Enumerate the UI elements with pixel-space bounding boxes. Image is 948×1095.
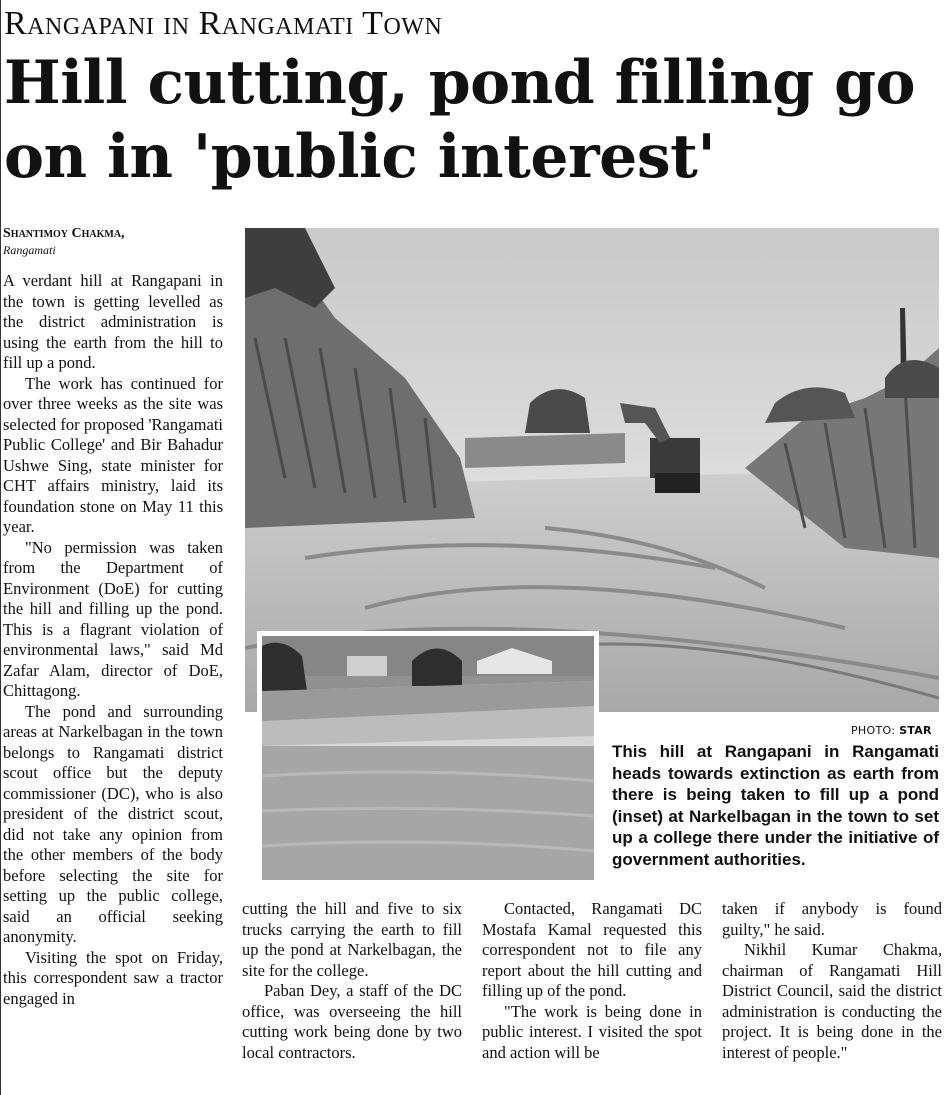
photo-credit-source: STAR [899, 724, 932, 737]
headline: Hill cutting, pond filling go on in 'public interest' [4, 48, 916, 192]
paragraph: Nikhil Kumar Chakma, chairman of Rangamati Hill District Council, said the district administration is conducting the project. It is being done in the interest of people." [722, 940, 942, 1062]
article-column-3 [482, 899, 702, 1063]
photo-caption: This hill at Rangapani in Rangamati heads towards extinction as earth from there is being taken to fill up a pond (inset) at Narkelbagan in the town to set up a college there under the initiative of government authorities. [612, 742, 939, 869]
inset-photo [257, 631, 599, 885]
pond-photo [262, 636, 594, 880]
paragraph: Paban Dey, a staff of the DC office, was overseeing the hill cutting work being done by two local contractors. [242, 981, 462, 1062]
paragraph: A verdant hill at Rangapani in the town is getting levelled as the district administration is using the earth from the hill to fill up a pond. [3, 271, 223, 372]
article-column-2 [242, 899, 462, 1063]
paragraph: The work has continued for over three weeks as the site was selected for proposed 'Rangamati Public College' and Bir Bahadur Ushwe Sing, state minister for CHT affairs ministry, laid its foundation stone on May 11 this year. [3, 373, 223, 536]
paragraph: cutting the hill and five to six trucks carrying the earth to fill up the pond at Narkelbagan, the site for the college. [242, 899, 462, 980]
dateline: Rangamati [3, 243, 56, 257]
photo-credit-prefix: PHOTO: [851, 724, 900, 737]
paragraph: The pond and surrounding areas at Narkelbagan in the town belongs to Rangamati district scout office but the deputy commissioner (DC), who is also president of the district scout, did not take any opinion from the other members of the body before selecting the site for setting up the public college, said an official seeking anonymity. [3, 701, 223, 946]
kicker: Rangapani in Rangamati Town [4, 5, 443, 42]
paragraph: taken if anybody is found guilty," he said. [722, 899, 942, 939]
paragraph: "No permission was taken from the Department of Environment (DoE) for cutting the hill and filling up the pond. This is a flagrant violation of environmental laws," said Md Zafar Alam, director of DoE, Chittagong. [3, 537, 223, 700]
article-column-4 [722, 899, 942, 1063]
byline: Shantimoy Chakma, [3, 226, 125, 241]
paragraph: Contacted, Rangamati DC Mostafa Kamal requested this correspondent not to file any report about the hill cutting and filling up of the pond. [482, 899, 702, 1000]
paragraph: Visiting the spot on Friday, this correspondent saw a tractor engaged in [3, 947, 223, 1008]
paragraph: "The work is being done in public interest. I visited the spot and action will be [482, 1001, 702, 1062]
photo-credit [851, 724, 932, 737]
article-column-1 [3, 271, 223, 1009]
page-edge-rule [0, 0, 1, 1095]
